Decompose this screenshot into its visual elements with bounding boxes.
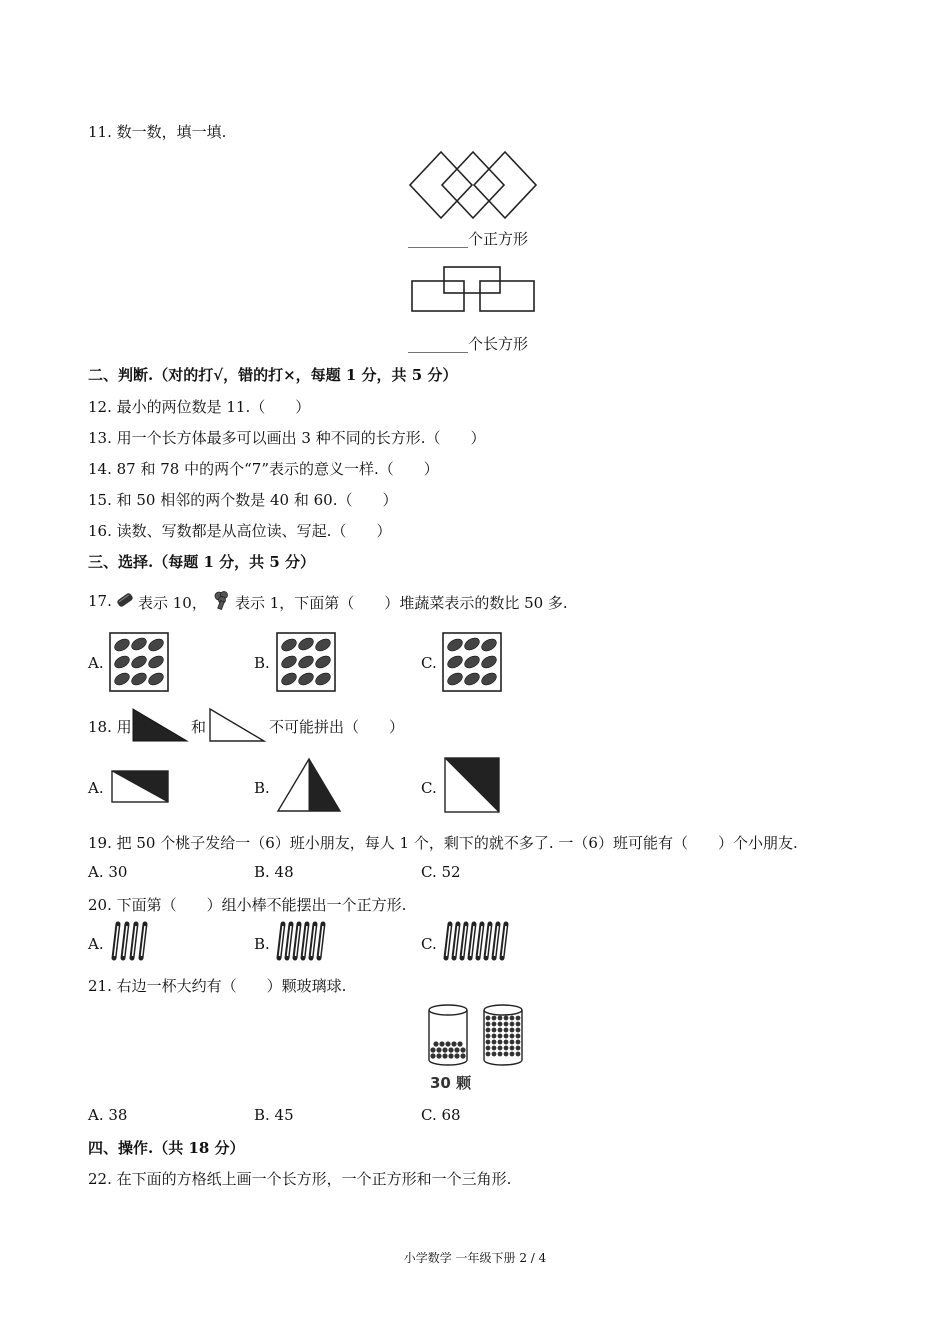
question-20: 20. 下面第（ ）组小棒不能摆出一个正方形. bbox=[88, 896, 407, 914]
vegetable-pile-b-image bbox=[276, 632, 336, 692]
vegetable-bundle-icon bbox=[115, 590, 135, 610]
question-20-option-b-label: B. bbox=[254, 935, 270, 953]
question-21-option-a: A. 38 bbox=[88, 1106, 128, 1124]
squares-count-caption: ________个正方形 bbox=[408, 230, 529, 248]
question-17-ten-text: 表示 10， bbox=[138, 594, 207, 612]
question-18-option-b-label: B. bbox=[254, 779, 270, 797]
shape-option-a bbox=[111, 770, 169, 803]
question-18-start: 18. 用 bbox=[88, 718, 132, 736]
question-13: 13. 用一个长方体最多可以画出 3 种不同的长方形.（ ） bbox=[88, 429, 486, 447]
question-18-option-c-label: C. bbox=[421, 779, 437, 797]
question-18-option-a-label: A. bbox=[88, 779, 104, 797]
question-12: 12. 最小的两位数是 11.（ ） bbox=[88, 398, 311, 416]
sticks-group-a-image bbox=[108, 920, 152, 962]
question-19: 19. 把 50 个桃子发给一（6）班小朋友，每人 1 个，剩下的就不多了. 一（6）班可能有（ ）个小朋友. bbox=[88, 834, 798, 852]
section-4-title: 四、操作.（共 18 分） bbox=[88, 1139, 245, 1157]
page-footer: 小学数学 一年级下册 2 / 4 bbox=[403, 1251, 547, 1265]
question-18-end: 不可能拼出（ ） bbox=[269, 718, 405, 736]
question-21-option-c: C. 68 bbox=[421, 1106, 461, 1124]
question-19-option-a: A. 30 bbox=[88, 863, 128, 881]
section-3-title: 三、选择.（每题 1 分，共 5 分） bbox=[88, 553, 315, 571]
question-17-number: 17. bbox=[88, 592, 112, 610]
question-21: 21. 右边一杯大约有（ ）颗玻璃球. bbox=[88, 977, 347, 995]
question-21-option-b: B. 45 bbox=[254, 1106, 294, 1124]
question-11-title: 11. 数一数，填一填. bbox=[88, 123, 227, 141]
overlapping-squares-figure bbox=[408, 150, 538, 222]
question-15: 15. 和 50 相邻的两个数是 40 和 60.（ ） bbox=[88, 491, 398, 509]
section-2-title: 二、判断.（对的打√，错的打×，每题 1 分，共 5 分） bbox=[88, 366, 458, 384]
question-22: 22. 在下面的方格纸上画一个长方形，一个正方形和一个三角形. bbox=[88, 1170, 512, 1188]
question-18-and: 和 bbox=[191, 718, 207, 736]
glass-cups-image bbox=[424, 1002, 528, 1072]
question-14: 14. 87 和 78 中的两个“7”表示的意义一样.（ ） bbox=[88, 460, 439, 478]
question-19-option-c: C. 52 bbox=[421, 863, 461, 881]
vegetable-pile-a-image bbox=[109, 632, 169, 692]
rectangles-count-caption: ________个长方形 bbox=[408, 335, 529, 353]
question-19-option-b: B. 48 bbox=[254, 863, 294, 881]
question-17-option-c-label: C. bbox=[421, 654, 437, 672]
sticks-group-c-image bbox=[440, 920, 514, 962]
overlapping-rectangles-figure bbox=[410, 265, 536, 315]
sticks-group-b-image bbox=[273, 920, 331, 962]
question-20-option-a-label: A. bbox=[88, 935, 104, 953]
question-17-option-b-label: B. bbox=[254, 654, 270, 672]
shape-option-c bbox=[444, 757, 500, 813]
black-triangle-shape bbox=[131, 707, 189, 743]
white-triangle-shape bbox=[208, 707, 266, 743]
question-20-option-c-label: C. bbox=[421, 935, 437, 953]
question-17-option-a-label: A. bbox=[88, 654, 104, 672]
shape-option-b bbox=[276, 757, 342, 813]
question-16: 16. 读数、写数都是从高位读、写起.（ ） bbox=[88, 522, 392, 540]
vegetable-pile-c-image bbox=[442, 632, 502, 692]
question-17-one-text: 表示 1，下面第（ ）堆蔬菜表示的数比 50 多. bbox=[235, 594, 568, 612]
cup-label-30: 30 颗 bbox=[430, 1074, 472, 1092]
single-vegetable-icon bbox=[211, 589, 231, 611]
